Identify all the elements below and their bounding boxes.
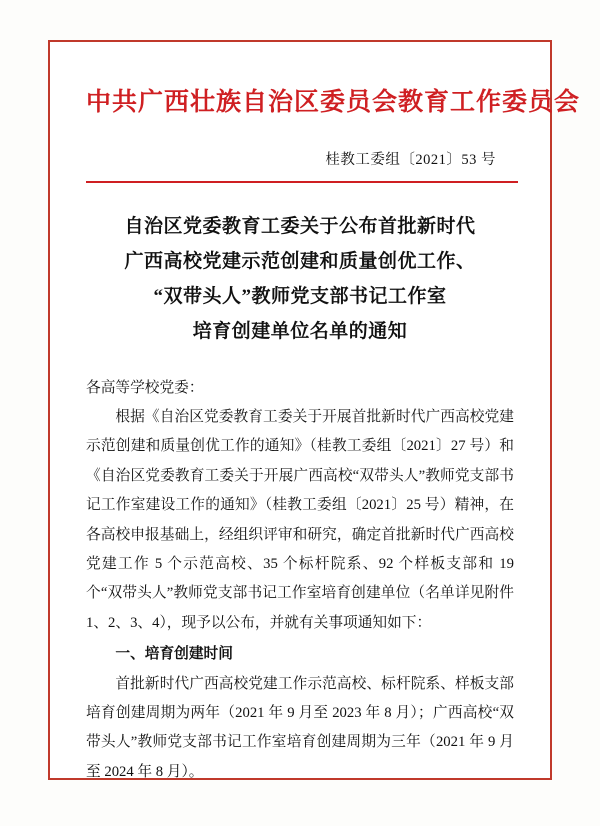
document-title xyxy=(86,209,514,350)
title-line-2: 广西高校党建示范创建和质量创优工作、 xyxy=(124,251,476,273)
section-paragraph-1: 首批新时代广西高校党建工作示范高校、标杆院系、样板支部培育创建周期为两年（2021 年 9 月至 2023 年 8 月）；广西高校“双带头人”教师党支部书记工作室培育创建周期为三年（2021 年 9 月至 2024 年 8 月）。 xyxy=(86,675,514,780)
document-masthead: 中共广西壮族自治区委员会教育工作委员会 xyxy=(86,89,581,116)
title-line-3: “双带头人”教师党支部书记工作室 xyxy=(153,286,447,308)
document-number: 桂教工委组〔2021〕53 号 xyxy=(325,152,496,168)
document-content xyxy=(50,42,581,780)
body-paragraph-1: 根据《自治区党委教育工委关于开展首批新时代广西高校党建示范创建和质量创优工作的通知》（桂教工委组〔2021〕27 号）和《自治区党委教育工委关于开展广西高校“双带头人”教师党支部书记工作室建设工作的通知》（桂教工委组〔2021〕25 号）精神，在各高校申报基础上，经组织评审和研究，确定首批新时代广西高校党建工作 5 个示范高校、35 个标杆院系、92 个样板支部和 19 个“双带头人”教师党支部书记工作室培育创建单位（名单详见附件 1、2、3、4），现予以公布，并就有关事项通知如下： xyxy=(86,408,514,631)
document-border-frame xyxy=(48,40,581,780)
title-line-4: 培育创建单位名单的通知 xyxy=(192,321,408,343)
salutation: 各高等学校党委： xyxy=(86,379,204,396)
red-separator-rule xyxy=(86,181,518,183)
section-heading-1: 一、培育创建时间 xyxy=(115,646,233,663)
title-line-1: 自治区党委教育工委关于公布首批新时代 xyxy=(124,216,476,237)
document-body xyxy=(86,374,514,788)
